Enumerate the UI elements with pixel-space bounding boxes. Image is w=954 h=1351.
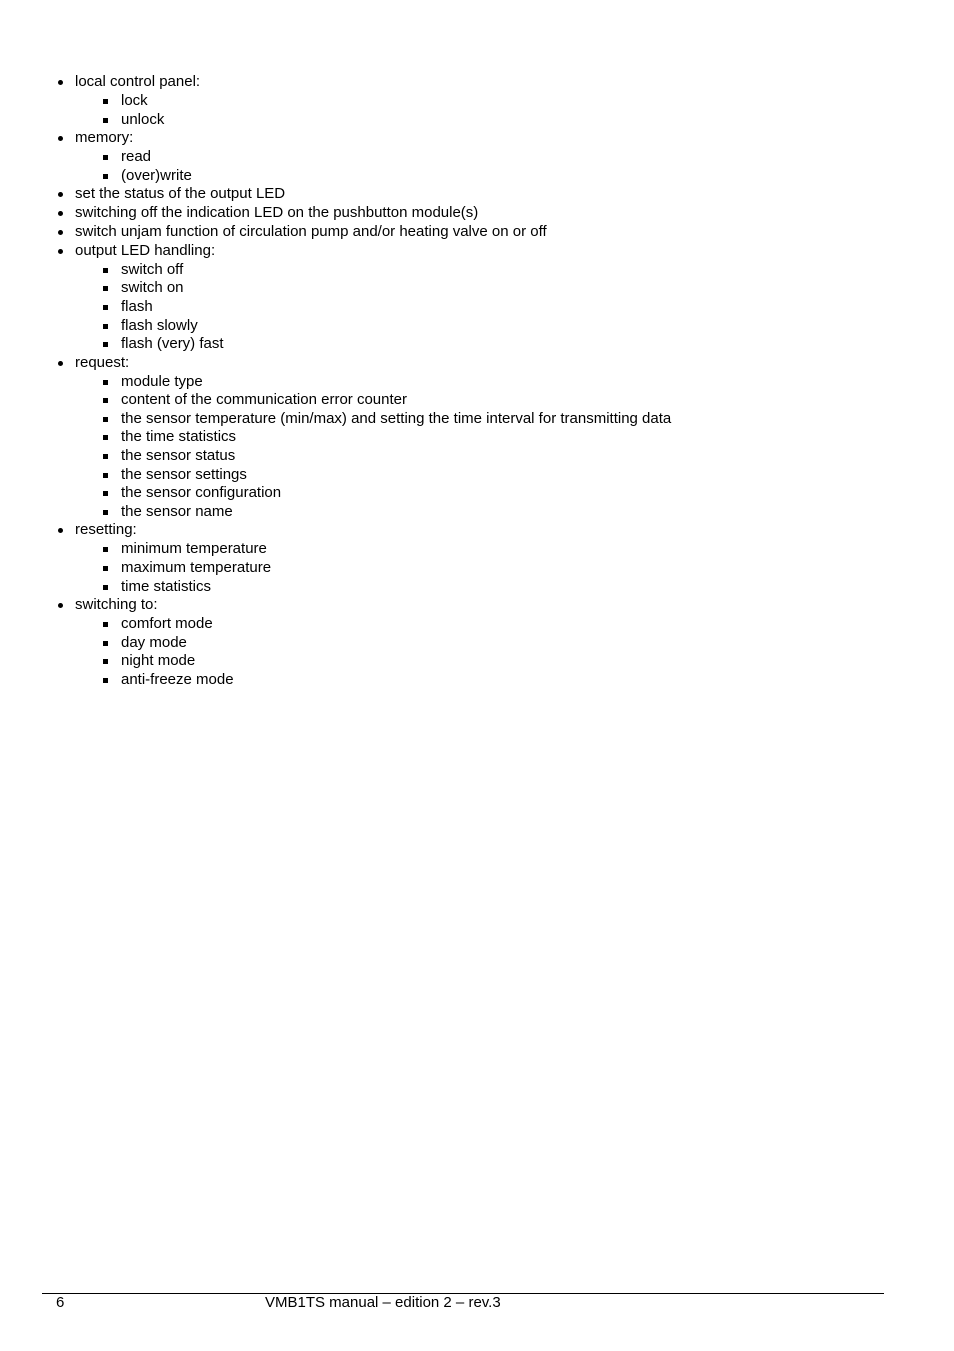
sub-list-item [75, 148, 954, 167]
sub-list-item [75, 279, 954, 298]
list-item [0, 521, 954, 596]
sub-list-item-label: content of the communication error counter [121, 391, 407, 409]
bullet-disc-icon [58, 211, 63, 216]
bullet-square-icon [103, 286, 108, 291]
sub-list-item-label: time statistics [121, 577, 212, 595]
list-item [0, 73, 954, 129]
bullet-square-icon [103, 342, 108, 347]
bullet-disc-icon [58, 528, 63, 533]
sub-list-item-label: the sensor temperature (min/max) and setting the time interval for transmitting data [121, 409, 672, 427]
sub-list-item [75, 503, 954, 522]
bullet-square-icon [103, 473, 108, 478]
sub-list-item [75, 335, 954, 354]
bullet-square-icon [103, 510, 108, 515]
bullet-square-icon [103, 678, 108, 683]
sub-list-item [75, 634, 954, 653]
sub-list-item-label: flash [121, 298, 153, 315]
list-item-label: request: [75, 353, 130, 371]
document-body [0, 73, 954, 689]
sub-list-item [75, 484, 954, 503]
sub-list-item [75, 317, 954, 336]
bullet-disc-icon [58, 136, 63, 141]
bullet-square-icon [103, 659, 108, 664]
bullet-square-icon [103, 380, 108, 385]
list-item-label: output LED handling: [75, 241, 216, 259]
sub-list-item-label: night mode [121, 652, 196, 670]
sub-list-item [75, 671, 954, 690]
sub-list-item-label: comfort mode [121, 615, 213, 633]
bullet-disc-icon [58, 249, 63, 254]
list-item-label: set the status of the output LED [75, 185, 286, 203]
bullet-square-icon [103, 268, 108, 273]
bullet-square-icon [103, 398, 108, 403]
list-item-label: switching to: [75, 596, 158, 614]
sub-list-item [75, 391, 954, 410]
sub-list-item-label: the sensor name [121, 502, 233, 520]
sub-list [75, 92, 954, 129]
bullet-square-icon [103, 417, 108, 422]
sub-list-item [75, 298, 954, 317]
sub-list-item-label: the sensor settings [121, 465, 247, 483]
sub-list-item [75, 428, 954, 447]
list-item-label: local control panel: [75, 73, 201, 90]
sub-list-item [75, 92, 954, 111]
sub-list-item [75, 466, 954, 485]
sub-list-item [75, 373, 954, 392]
sub-list-item [75, 578, 954, 597]
sub-list-item-label: minimum temperature [121, 540, 267, 558]
sub-list-item [75, 559, 954, 578]
sub-list-item [75, 615, 954, 634]
bullet-square-icon [103, 324, 108, 329]
sub-list-item [75, 540, 954, 559]
bullet-square-icon [103, 547, 108, 552]
sub-list [75, 261, 954, 354]
sub-list-item-label: anti-freeze mode [121, 670, 234, 688]
bullet-square-icon [103, 174, 108, 179]
bullet-square-icon [103, 454, 108, 459]
bullet-disc-icon [58, 230, 63, 235]
bullet-disc-icon [58, 603, 63, 608]
sub-list [75, 540, 954, 596]
sub-list-item-label: (over)write [121, 166, 192, 184]
sub-list-item-label: day mode [121, 633, 187, 651]
sub-list-item [75, 111, 954, 130]
sub-list-item [75, 167, 954, 186]
bullet-square-icon [103, 491, 108, 496]
sub-list-item-label: module type [121, 372, 203, 390]
list-item [0, 354, 954, 522]
bullet-square-icon [103, 435, 108, 440]
list-item [0, 242, 954, 354]
sub-list-item-label: maximum temperature [121, 558, 272, 576]
list-item [0, 204, 954, 223]
sub-list-item-label: unlock [121, 110, 165, 128]
bullet-square-icon [103, 118, 108, 123]
bullet-disc-icon [58, 192, 63, 197]
bullet-disc-icon [58, 361, 63, 366]
sub-list-item [75, 447, 954, 466]
sub-list-item-label: the sensor configuration [121, 484, 282, 502]
list-item [0, 185, 954, 204]
sub-list-item [75, 410, 954, 429]
list-item [0, 223, 954, 242]
sub-list-item [75, 261, 954, 280]
list-item-label: switch unjam function of circulation pump and/or heating valve on or off [75, 223, 547, 240]
bullet-square-icon [103, 566, 108, 571]
sub-list-item-label: the sensor status [121, 447, 236, 465]
list-item-label: memory: [75, 129, 134, 147]
list-item-label: resetting: [75, 521, 137, 539]
bullet-square-icon [103, 99, 108, 104]
sub-list-item-label: flash slowly [121, 316, 198, 334]
bullet-disc-icon [58, 80, 63, 85]
feature-list [0, 73, 954, 689]
sub-list-item-label: switch off [121, 260, 184, 278]
bullet-square-icon [103, 622, 108, 627]
bullet-square-icon [103, 305, 108, 310]
sub-list [75, 148, 954, 185]
footer-document-title: VMB1TS manual – edition 2 – rev.3 [265, 1294, 501, 1311]
sub-list-item-label: switch on [121, 279, 184, 297]
list-item [0, 596, 954, 689]
bullet-square-icon [103, 155, 108, 160]
sub-list-item-label: flash (very) fast [121, 335, 224, 353]
bullet-square-icon [103, 585, 108, 590]
list-item-label: switching off the indication LED on the pushbutton module(s) [75, 204, 479, 222]
sub-list [75, 373, 954, 522]
sub-list [75, 615, 954, 689]
bullet-square-icon [103, 641, 108, 646]
sub-list-item-label: lock [121, 91, 148, 109]
list-item [0, 129, 954, 185]
sub-list-item-label: read [121, 148, 152, 165]
sub-list-item-label: the time statistics [121, 428, 237, 446]
sub-list-item [75, 652, 954, 671]
footer-page-number: 6 [56, 1294, 65, 1311]
